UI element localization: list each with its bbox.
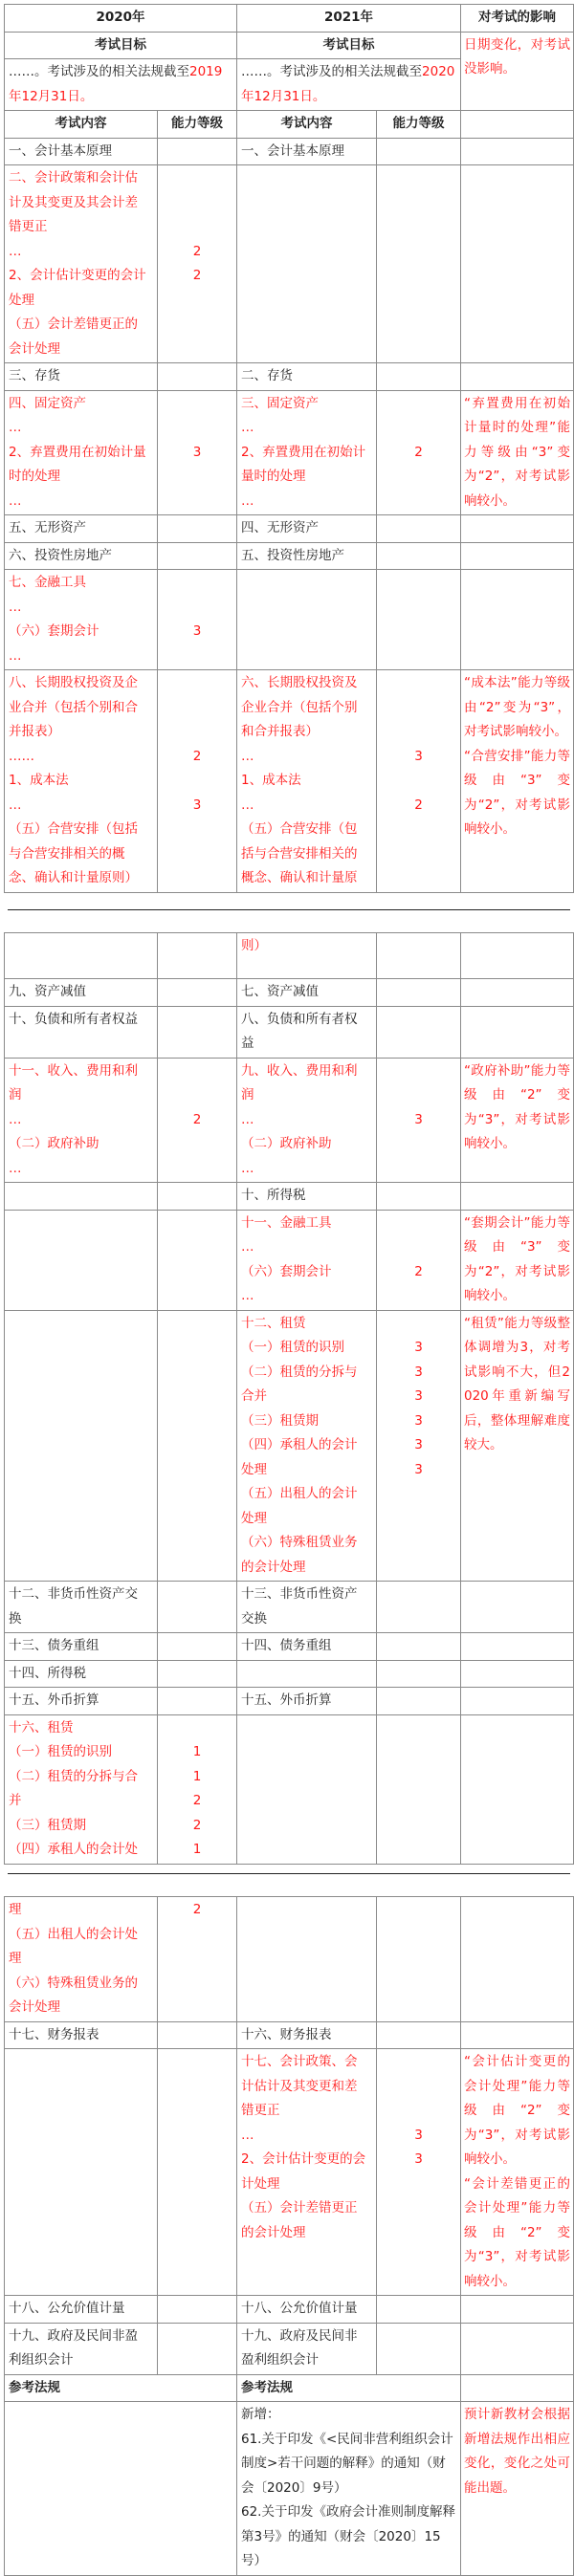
content-2020-cell (5, 1210, 158, 1310)
impact-cell: “弃置费用在初始计量时的处理”能力等级由“3”变为“2”，对考试影响较小。 (461, 390, 574, 515)
level-2021-cell (377, 979, 461, 1007)
year-2021-header: 2021年 (237, 5, 461, 33)
level-2021-cell: 3 3 3 3 3 3 (377, 1310, 461, 1582)
syllabus-comparison-table-part-1 (4, 4, 574, 893)
content-2020-cell: 十九、政府及民间非盈 利组织会计 (5, 2323, 158, 2374)
references-content-2020 (5, 2402, 237, 2576)
impact-cell: “租赁”能力等级整体调增为3，对考试影响不大，但2020年重新编写后，整体理解难度较大。 (461, 1310, 574, 1582)
page-break-divider (8, 1873, 570, 1874)
level-2020-cell (158, 979, 237, 1007)
content-2021-cell (237, 570, 377, 670)
level-2021-cell: 2 (377, 1210, 461, 1310)
level-2021-cell: 3 (377, 1058, 461, 1183)
content-2021-cell: 二、存货 (237, 363, 377, 391)
level-2021-cell: 3 3 (377, 2049, 461, 2296)
references-label-2020: 参考法规 (5, 2374, 237, 2402)
syllabus-row (5, 2296, 574, 2324)
level-2021-cell (377, 363, 461, 391)
level-2021-cell (377, 1633, 461, 1661)
year-2020-header: 2020年 (5, 5, 237, 33)
level-2020-cell (158, 138, 237, 165)
impact-cell: “会计估计变更的会计处理”能力等级由“2”变为“3”，对考试影响较小。 “会计差错更正的会计处理”能力等级由“2”变为“3”，对考试影响较小。 (461, 2049, 574, 2296)
content-2020-cell (5, 1183, 158, 1211)
content-2020-cell: 十五、外币折算 (5, 1688, 158, 1715)
level-2021-cell (377, 1714, 461, 1864)
goal-2020-date: 2019年12月31日。 (9, 64, 223, 104)
content-2021-cell: 十三、非货币性资产 交换 (237, 1582, 377, 1633)
level-2020-cell (158, 933, 237, 979)
column-header-row (5, 111, 574, 139)
content-2021-cell (237, 1660, 377, 1688)
impact-cell: “套期会计”能力等级由“3”变为“2”，对考试影响较小。 (461, 1210, 574, 1310)
level-2021-cell (377, 1006, 461, 1058)
impact-cell (461, 1897, 574, 2022)
impact-cell (461, 1660, 574, 1688)
syllabus-row (5, 1210, 574, 1310)
content-2020-cell: 五、无形资产 (5, 515, 158, 543)
level-2020-cell (158, 1660, 237, 1688)
content-2020-cell: 二、会计政策和会计估 计及其变更及其会计差 错更正 … 2、会计估计变更的会计 处理 （五）会计差错更正的 会计处理 (5, 165, 158, 363)
content-2021-cell: 十、所得税 (237, 1183, 377, 1211)
content-2021-cell: 十二、租赁 （一）租赁的识别 （二）租赁的分拆与 合并 （三）租赁期 （四）承租人的会计 处理 （五）出租人的会计 处理 （六）特殊租赁业务 的会计处理 (237, 1310, 377, 1582)
goal-2020-text (5, 59, 237, 111)
content-2021-cell: 十四、债务重组 (237, 1633, 377, 1661)
level-2021-cell (377, 515, 461, 543)
level-2020-cell: 2 (158, 1058, 237, 1183)
level-2020-cell (158, 2296, 237, 2324)
references-impact: 预计新教材会根据新增法规作出相应变化，变化之处可能出题。 (461, 2402, 574, 2576)
content-2020-cell: 理 （五）出租人的会计处 理 （六）特殊租赁业务的 会计处理 (5, 1897, 158, 2022)
level-2021-cell: 3 2 (377, 670, 461, 893)
level-2020-cell (158, 515, 237, 543)
references-content-2021: 新增： 61.关于印发《<民间非营利组织会计制度>若干问题的解释》的通知（财会〔2020〕9号） 62.关于印发《政府会计准则制度解释第3号》的通知（财会〔2020〕15号） (237, 2402, 461, 2576)
impact-cell (461, 2021, 574, 2049)
content-2021-cell: 九、收入、费用和利 润 … （二）政府补助 … (237, 1058, 377, 1183)
goal-2021-text (237, 59, 461, 111)
content-2021-cell (237, 1897, 377, 2022)
level-2021-cell (377, 570, 461, 670)
content-2020-cell: 十、负债和所有者权益 (5, 1006, 158, 1058)
syllabus-row (5, 1633, 574, 1661)
impact-empty-cell (461, 111, 574, 139)
impact-cell: “成本法”能力等级由“2”变为“3”，对考试影响较小。 “合营安排”能力等级由“3”变为“2”，对考试影响较小。 (461, 670, 574, 893)
syllabus-row (5, 1582, 574, 1633)
syllabus-row (5, 1897, 574, 2022)
impact-cell (461, 363, 574, 391)
content-2020-cell: 四、固定资产 … 2、弃置费用在初始计量 时的处理 … (5, 390, 158, 515)
impact-cell (461, 1633, 574, 1661)
level-2020-cell (158, 1688, 237, 1715)
level-2021-cell (377, 1660, 461, 1688)
content-2021-cell (237, 1714, 377, 1864)
content-2020-cell (5, 933, 158, 979)
references-header-row (5, 2374, 574, 2402)
syllabus-row (5, 1714, 574, 1864)
page-break-divider (8, 909, 570, 910)
goal-label-row (5, 32, 574, 59)
level-2020-cell (158, 1183, 237, 1211)
level-2020-cell: 2 2 (158, 165, 237, 363)
level-2020-cell: 2 3 (158, 670, 237, 893)
syllabus-row (5, 515, 574, 543)
content-2020-cell: 十六、租赁 （一）租赁的识别 （二）租赁的分拆与合 并 （三）租赁期 （四）承租人的会计处 (5, 1714, 158, 1864)
content-2021-cell: 十五、外币折算 (237, 1688, 377, 1715)
level-2020-cell (158, 1582, 237, 1633)
content-2021-cell: 四、无形资产 (237, 515, 377, 543)
impact-cell: “政府补助”能力等级由“2”变为“3”，对考试影响较小。 (461, 1058, 574, 1183)
level-2021-cell (377, 2021, 461, 2049)
year-header-row (5, 5, 574, 33)
syllabus-row (5, 1183, 574, 1211)
level-2021-cell (377, 542, 461, 570)
content-2021-cell: 五、投资性房地产 (237, 542, 377, 570)
content-2021-cell: 十六、财务报表 (237, 2021, 377, 2049)
impact-cell (461, 138, 574, 165)
content-2021-cell: 六、长期股权投资及 企业合并（包括个别 和合并报表） … 1、成本法 … （五）合营安排（包 括与合营安排相关的 概念、确认和计量原 (237, 670, 377, 893)
content-2020-cell: 十七、财务报表 (5, 2021, 158, 2049)
level-2021-cell (377, 1582, 461, 1633)
content-2020-cell: 十二、非货币性资产交 换 (5, 1582, 158, 1633)
level-2020-cell (158, 1210, 237, 1310)
level-2020-cell (158, 2021, 237, 2049)
impact-cell (461, 933, 574, 979)
content-2021-cell: 则） (237, 933, 377, 979)
content-header-2021: 考试内容 (237, 111, 377, 139)
syllabus-row (5, 2049, 574, 2296)
impact-cell (461, 1582, 574, 1633)
goal-label-2020: 考试目标 (5, 32, 237, 59)
syllabus-row (5, 2323, 574, 2374)
impact-cell (461, 165, 574, 363)
content-2020-cell: 十三、债务重组 (5, 1633, 158, 1661)
syllabus-row (5, 570, 574, 670)
level-2020-cell (158, 363, 237, 391)
segment-3-rows (5, 1897, 574, 2375)
level-2020-cell (158, 2323, 237, 2374)
level-2021-cell (377, 138, 461, 165)
level-2021-cell: 2 (377, 390, 461, 515)
references-content-row (5, 2402, 574, 2576)
syllabus-row (5, 165, 574, 363)
syllabus-row (5, 542, 574, 570)
impact-header: 对考试的影响 (461, 5, 574, 33)
content-2021-cell: 八、负债和所有者权 益 (237, 1006, 377, 1058)
syllabus-row (5, 1006, 574, 1058)
level-header-2020: 能力等级 (158, 111, 237, 139)
references-impact-empty (461, 2374, 574, 2402)
impact-cell (461, 570, 574, 670)
content-2021-cell: 十七、会计政策、会 计估计及其变更和差 错更正 … 2、会计估计变更的会 计处理 （五）会计差错更正 的会计处理 (237, 2049, 377, 2296)
content-2021-cell: 七、资产减值 (237, 979, 377, 1007)
content-2020-cell: 十八、公允价值计量 (5, 2296, 158, 2324)
content-2020-cell: 十一、收入、费用和利 润 … （二）政府补助 … (5, 1058, 158, 1183)
content-header-2020: 考试内容 (5, 111, 158, 139)
impact-cell (461, 1688, 574, 1715)
syllabus-row (5, 2021, 574, 2049)
goal-label-2021: 考试目标 (237, 32, 461, 59)
level-2020-cell (158, 1310, 237, 1582)
goal-2021-date: 2020年12月31日。 (241, 64, 455, 104)
impact-cell (461, 1714, 574, 1864)
level-header-2021: 能力等级 (377, 111, 461, 139)
level-2021-cell (377, 1183, 461, 1211)
content-2021-cell: 十八、公允价值计量 (237, 2296, 377, 2324)
syllabus-comparison-table-part-2 (4, 932, 574, 1865)
content-2021-cell (237, 165, 377, 363)
segment-2-rows (5, 933, 574, 1865)
impact-cell (461, 2323, 574, 2374)
level-2020-cell: 3 (158, 390, 237, 515)
references-label-2021: 参考法规 (237, 2374, 461, 2402)
content-2020-cell: 九、资产减值 (5, 979, 158, 1007)
level-2020-cell (158, 1633, 237, 1661)
syllabus-row (5, 1688, 574, 1715)
content-2020-cell (5, 1310, 158, 1582)
syllabus-row (5, 138, 574, 165)
syllabus-comparison-table-part-3 (4, 1896, 574, 2576)
syllabus-row (5, 1310, 574, 1582)
content-2020-cell: 八、长期股权投资及企 业合并（包括个别和合 并报表） …… 1、成本法 … （五）合营安排（包括 与合营安排相关的概 念、确认和计量原则） (5, 670, 158, 893)
level-2021-cell (377, 933, 461, 979)
syllabus-row (5, 1660, 574, 1688)
syllabus-row (5, 1058, 574, 1183)
level-2021-cell (377, 165, 461, 363)
impact-cell (461, 979, 574, 1007)
level-2020-cell: 1 1 2 2 1 (158, 1714, 237, 1864)
syllabus-row (5, 390, 574, 515)
level-2021-cell (377, 1688, 461, 1715)
segment-1-rows (5, 138, 574, 892)
impact-cell (461, 2296, 574, 2324)
syllabus-row (5, 979, 574, 1007)
level-2021-cell (377, 2323, 461, 2374)
content-2021-cell: 十一、金融工具 … （六）套期会计 … (237, 1210, 377, 1310)
level-2020-cell: 2 (158, 1897, 237, 2022)
level-2021-cell (377, 2296, 461, 2324)
impact-cell (461, 1183, 574, 1211)
content-2020-cell: 七、金融工具 … （六）套期会计 … (5, 570, 158, 670)
goal-2021-prefix: ……。考试涉及的相关法规截至 (241, 64, 423, 79)
impact-cell (461, 542, 574, 570)
impact-cell (461, 515, 574, 543)
content-2020-cell: 六、投资性房地产 (5, 542, 158, 570)
level-2020-cell (158, 2049, 237, 2296)
syllabus-row (5, 670, 574, 893)
syllabus-row (5, 363, 574, 391)
syllabus-row (5, 933, 574, 979)
level-2020-cell: 3 (158, 570, 237, 670)
content-2020-cell (5, 2049, 158, 2296)
goal-impact: 日期变化，对考试没影响。 (461, 32, 574, 111)
content-2021-cell: 三、固定资产 … 2、弃置费用在初始计 量时的处理 … (237, 390, 377, 515)
content-2020-cell: 一、会计基本原理 (5, 138, 158, 165)
content-2020-cell: 十四、所得税 (5, 1660, 158, 1688)
goal-2020-prefix: ……。考试涉及的相关法规截至 (9, 64, 189, 79)
content-2021-cell: 一、会计基本原理 (237, 138, 377, 165)
level-2020-cell (158, 542, 237, 570)
content-2020-cell: 三、存货 (5, 363, 158, 391)
impact-cell (461, 1006, 574, 1058)
level-2021-cell (377, 1897, 461, 2022)
level-2020-cell (158, 1006, 237, 1058)
content-2021-cell: 十九、政府及民间非 盈利组织会计 (237, 2323, 377, 2374)
